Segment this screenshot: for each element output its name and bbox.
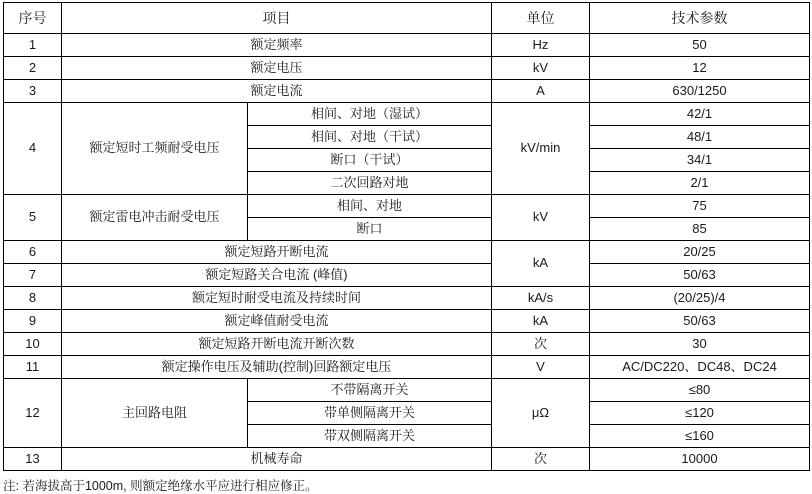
cell-param: ≤80 <box>590 379 810 402</box>
cell-param: 50 <box>590 34 810 57</box>
cell-param: 2/1 <box>590 172 810 195</box>
cell-item: 额定电流 <box>62 80 492 103</box>
cell-unit: V <box>492 356 590 379</box>
cell-item: 机械寿命 <box>62 448 492 471</box>
cell-unit: A <box>492 80 590 103</box>
cell-seq: 13 <box>4 448 62 471</box>
table-row <box>4 310 810 333</box>
cell-param: 630/1250 <box>590 80 810 103</box>
cell-unit: kV <box>492 195 590 241</box>
cell-param: 34/1 <box>590 149 810 172</box>
cell-subitem: 相间、对地（干试） <box>248 126 492 149</box>
cell-item: 额定短路关合电流 (峰值) <box>62 264 492 287</box>
cell-seq: 6 <box>4 241 62 264</box>
cell-item: 额定短路开断电流 <box>62 241 492 264</box>
cell-unit: kA <box>492 310 590 333</box>
cell-item: 额定短时工频耐受电压 <box>62 103 248 195</box>
cell-item: 额定频率 <box>62 34 492 57</box>
table-row <box>4 80 810 103</box>
cell-subitem: 带单侧隔离开关 <box>248 402 492 425</box>
table-row <box>4 264 810 287</box>
cell-param: 30 <box>590 333 810 356</box>
table-note: 注: 若海拔高于1000m, 则额定绝缘水平应进行相应修正。 <box>3 479 318 493</box>
cell-param: 12 <box>590 57 810 80</box>
cell-subitem: 二次回路对地 <box>248 172 492 195</box>
header-param: 技术参数 <box>590 3 810 34</box>
cell-seq: 3 <box>4 80 62 103</box>
cell-subitem: 带双侧隔离开关 <box>248 425 492 448</box>
table-row <box>4 356 810 379</box>
cell-seq: 12 <box>4 379 62 448</box>
cell-param: ≤120 <box>590 402 810 425</box>
cell-item: 主回路电阻 <box>62 379 248 448</box>
cell-item: 额定短路开断电流开断次数 <box>62 333 492 356</box>
cell-seq: 9 <box>4 310 62 333</box>
header-unit: 单位 <box>492 3 590 34</box>
cell-seq: 7 <box>4 264 62 287</box>
table-row <box>4 287 810 310</box>
cell-item: 额定短时耐受电流及持续时间 <box>62 287 492 310</box>
cell-item: 额定操作电压及辅助(控制)回路额定电压 <box>62 356 492 379</box>
table-row <box>4 34 810 57</box>
cell-unit: kA/s <box>492 287 590 310</box>
cell-seq: 5 <box>4 195 62 241</box>
cell-subitem: 不带隔离开关 <box>248 379 492 402</box>
table-row <box>4 103 810 126</box>
cell-seq: 4 <box>4 103 62 195</box>
cell-param: 42/1 <box>590 103 810 126</box>
cell-param: ≤160 <box>590 425 810 448</box>
table-row <box>4 195 810 218</box>
cell-seq: 8 <box>4 287 62 310</box>
cell-unit: kA <box>492 241 590 287</box>
cell-unit: μΩ <box>492 379 590 448</box>
cell-subitem: 断口 <box>248 218 492 241</box>
technical-parameters-table <box>3 2 810 471</box>
cell-unit: Hz <box>492 34 590 57</box>
table-row <box>4 57 810 80</box>
header-seq: 序号 <box>4 3 62 34</box>
table-row <box>4 379 810 402</box>
cell-param: 75 <box>590 195 810 218</box>
cell-seq: 10 <box>4 333 62 356</box>
cell-seq: 11 <box>4 356 62 379</box>
table-row <box>4 333 810 356</box>
header-item: 项目 <box>62 3 492 34</box>
cell-param: 48/1 <box>590 126 810 149</box>
cell-subitem: 断口（干试） <box>248 149 492 172</box>
table-header-row <box>4 3 810 34</box>
table-row <box>4 241 810 264</box>
cell-item: 额定峰值耐受电流 <box>62 310 492 333</box>
cell-unit: kV/min <box>492 103 590 195</box>
cell-param: 20/25 <box>590 241 810 264</box>
cell-subitem: 相间、对地（湿试） <box>248 103 492 126</box>
spec-table-container <box>1 0 811 494</box>
cell-unit: 次 <box>492 448 590 471</box>
cell-param: 50/63 <box>590 310 810 333</box>
cell-item: 额定电压 <box>62 57 492 80</box>
cell-item: 额定雷电冲击耐受电压 <box>62 195 248 241</box>
table-row <box>4 448 810 471</box>
cell-seq: 1 <box>4 34 62 57</box>
cell-unit: 次 <box>492 333 590 356</box>
cell-seq: 2 <box>4 57 62 80</box>
cell-unit: kV <box>492 57 590 80</box>
cell-param: 10000 <box>590 448 810 471</box>
cell-param: AC/DC220、DC48、DC24 <box>590 356 810 379</box>
cell-param: 85 <box>590 218 810 241</box>
cell-param: 50/63 <box>590 264 810 287</box>
cell-subitem: 相间、对地 <box>248 195 492 218</box>
cell-param: (20/25)/4 <box>590 287 810 310</box>
